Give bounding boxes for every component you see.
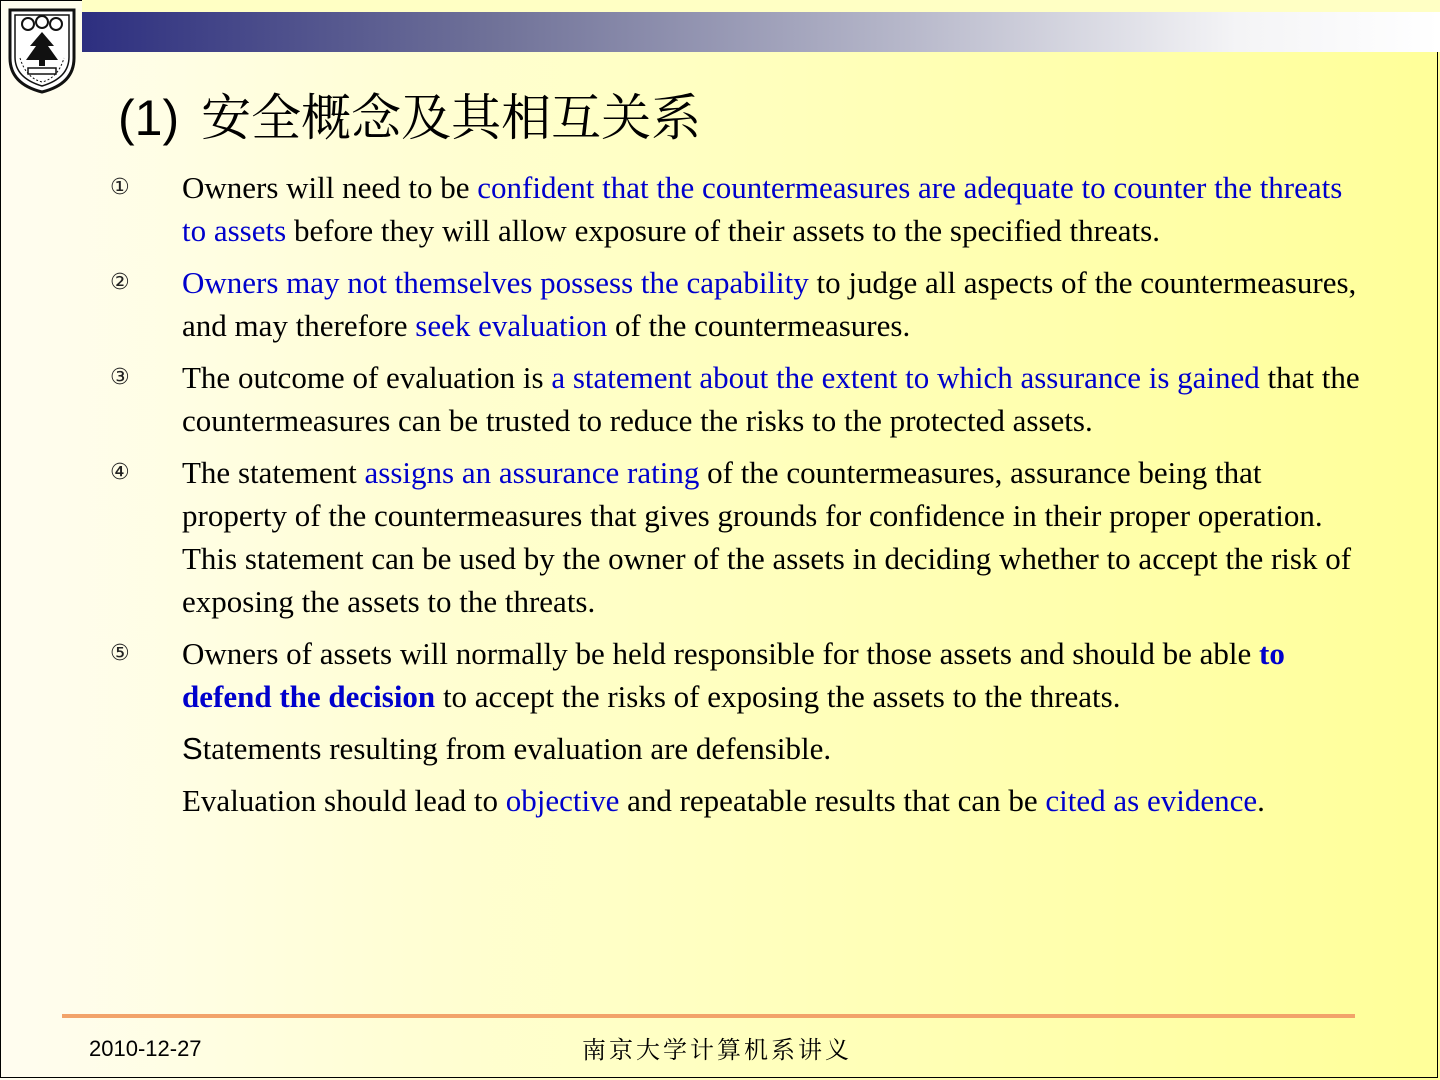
body-text: of the countermeasures, assurance being that property of the countermeasures that gives grounds for confidence in their proper operation. This statement can be used by the owner of the assets in deciding whether to accept the risk of exposing the assets to the threats. bbox=[182, 455, 1352, 619]
body-text: Owners will need to be bbox=[182, 170, 478, 205]
highlighted-text: Owners may not themselves possess the capability bbox=[182, 265, 809, 300]
body-text: tatements resulting from evaluation are defensible. bbox=[202, 731, 832, 766]
circled-number-marker: ④ bbox=[110, 460, 130, 485]
title-text: 安全概念及其相互关系 bbox=[201, 90, 702, 146]
highlighted-text: seek evaluation bbox=[415, 308, 608, 343]
body-text: . bbox=[1257, 783, 1265, 818]
body-text: The statement bbox=[182, 455, 365, 490]
body-text: Owners of assets will normally be held responsible for those assets and should be able bbox=[182, 636, 1260, 671]
footer-divider bbox=[62, 1014, 1355, 1018]
body-text: The outcome of evaluation is bbox=[182, 360, 552, 395]
footer-date: 2010-12-27 bbox=[89, 1036, 202, 1061]
body-text: Evaluation should lead to bbox=[182, 783, 506, 818]
highlighted-text: objective bbox=[505, 783, 620, 818]
list-item bbox=[110, 632, 1370, 718]
title-number: (1) bbox=[118, 90, 180, 146]
highlighted-text: to defend the decision bbox=[182, 636, 1285, 714]
list-item bbox=[110, 166, 1370, 252]
header-gradient-bar bbox=[82, 12, 1440, 52]
university-seal-icon bbox=[6, 6, 78, 94]
body-text: to judge all aspects of the countermeasures, and may therefore bbox=[182, 265, 1357, 343]
highlighted-text: confident that the countermeasures are adequate to counter the threats to assets bbox=[182, 170, 1343, 248]
list-item bbox=[110, 356, 1370, 442]
body-text: that the countermeasures can be trusted to reduce the risks to the protected assets. bbox=[182, 360, 1360, 438]
body-text: S bbox=[182, 731, 203, 766]
circled-number-marker: ① bbox=[110, 175, 130, 200]
highlighted-text: a statement about the extent to which assurance is gained bbox=[551, 360, 1260, 395]
header-strip bbox=[82, 0, 1440, 12]
list-item bbox=[110, 261, 1370, 347]
highlighted-text: assigns an assurance rating bbox=[364, 455, 700, 490]
footer-course-title: 南京大学计算机系讲义 bbox=[582, 1036, 852, 1064]
highlighted-text: cited as evidence bbox=[1045, 783, 1258, 818]
body-text: of the countermeasures. bbox=[607, 308, 911, 343]
body-text: and repeatable results that can be bbox=[619, 783, 1046, 818]
circled-number-marker: ⑤ bbox=[110, 641, 130, 666]
bullet-list bbox=[110, 166, 1370, 831]
slide-title bbox=[118, 78, 701, 150]
circled-number-marker: ② bbox=[110, 270, 130, 295]
list-item bbox=[110, 779, 1370, 822]
list-item bbox=[110, 451, 1370, 623]
circled-number-marker: ③ bbox=[110, 365, 130, 390]
body-text: to accept the risks of exposing the assets to the threats. bbox=[435, 679, 1121, 714]
list-item bbox=[110, 727, 1370, 770]
body-text: before they will allow exposure of their assets to the specified threats. bbox=[286, 213, 1160, 248]
